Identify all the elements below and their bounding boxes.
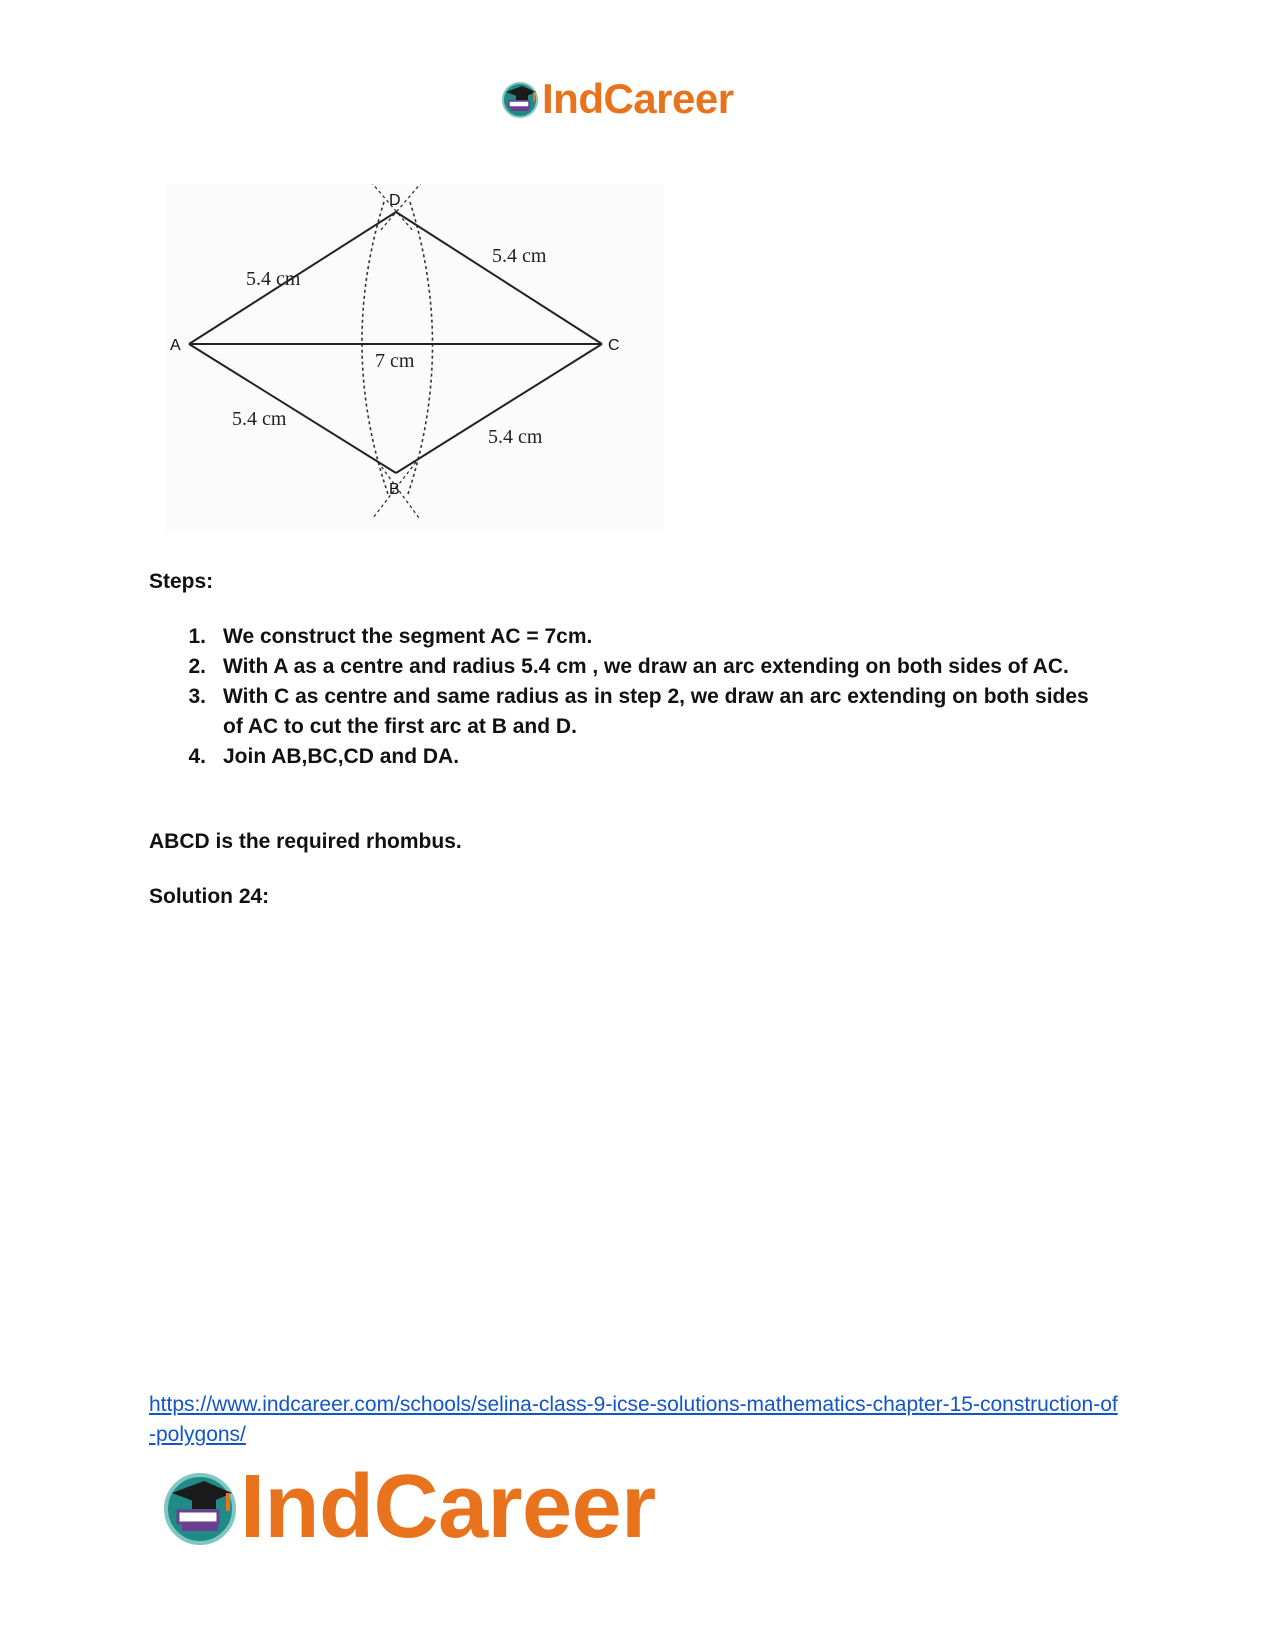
step-item (149, 682, 1109, 742)
step-number: 4. (188, 745, 206, 768)
step-number: 2. (188, 655, 206, 678)
step-text: With C as centre and same radius as in step 2, we draw an arc extending on both sides of AC to cut the first arc at B and D. (223, 685, 1089, 738)
source-link[interactable]: https://www.indcareer.com/schools/selina-class-9-icse-solutions-mathematics-chapter-15-construction-of-polygons/ (149, 1393, 1118, 1446)
header-logo-text: IndCareer (542, 75, 734, 122)
graduation-cap-globe-icon (160, 1467, 240, 1547)
step-text: With A as a centre and radius 5.4 cm , we draw an arc extending on both sides of AC. (223, 655, 1069, 678)
step-number: 1. (188, 625, 206, 648)
measure-bc: 5.4 cm (488, 426, 543, 448)
steps-list (149, 622, 1109, 772)
step-text: Join AB,BC,CD and DA. (223, 745, 460, 768)
measure-dc: 5.4 cm (492, 245, 547, 267)
measure-ad: 5.4 cm (246, 268, 301, 290)
solution-heading: Solution 24: (149, 885, 270, 908)
graduation-cap-globe-icon (500, 79, 540, 119)
step-number: 3. (188, 685, 206, 708)
conclusion-text: ABCD is the required rhombus. (149, 830, 462, 853)
vertex-label-c: C (608, 337, 620, 354)
step-item (149, 652, 1109, 682)
footer-logo-text: IndCareer (240, 1457, 656, 1557)
measure-ab: 5.4 cm (232, 408, 287, 430)
footer-logo (160, 1457, 656, 1557)
step-text: We construct the segment AC = 7cm. (223, 625, 593, 648)
vertex-label-d: D (389, 192, 401, 209)
vertex-label-a: A (170, 337, 181, 354)
vertex-label-b: B (389, 481, 400, 498)
step-item (149, 622, 1109, 652)
step-item (149, 742, 1109, 772)
measure-ac: 7 cm (375, 350, 415, 372)
header-logo (500, 75, 734, 122)
steps-heading: Steps: (149, 570, 214, 593)
rhombus-construction-figure (166, 184, 664, 532)
